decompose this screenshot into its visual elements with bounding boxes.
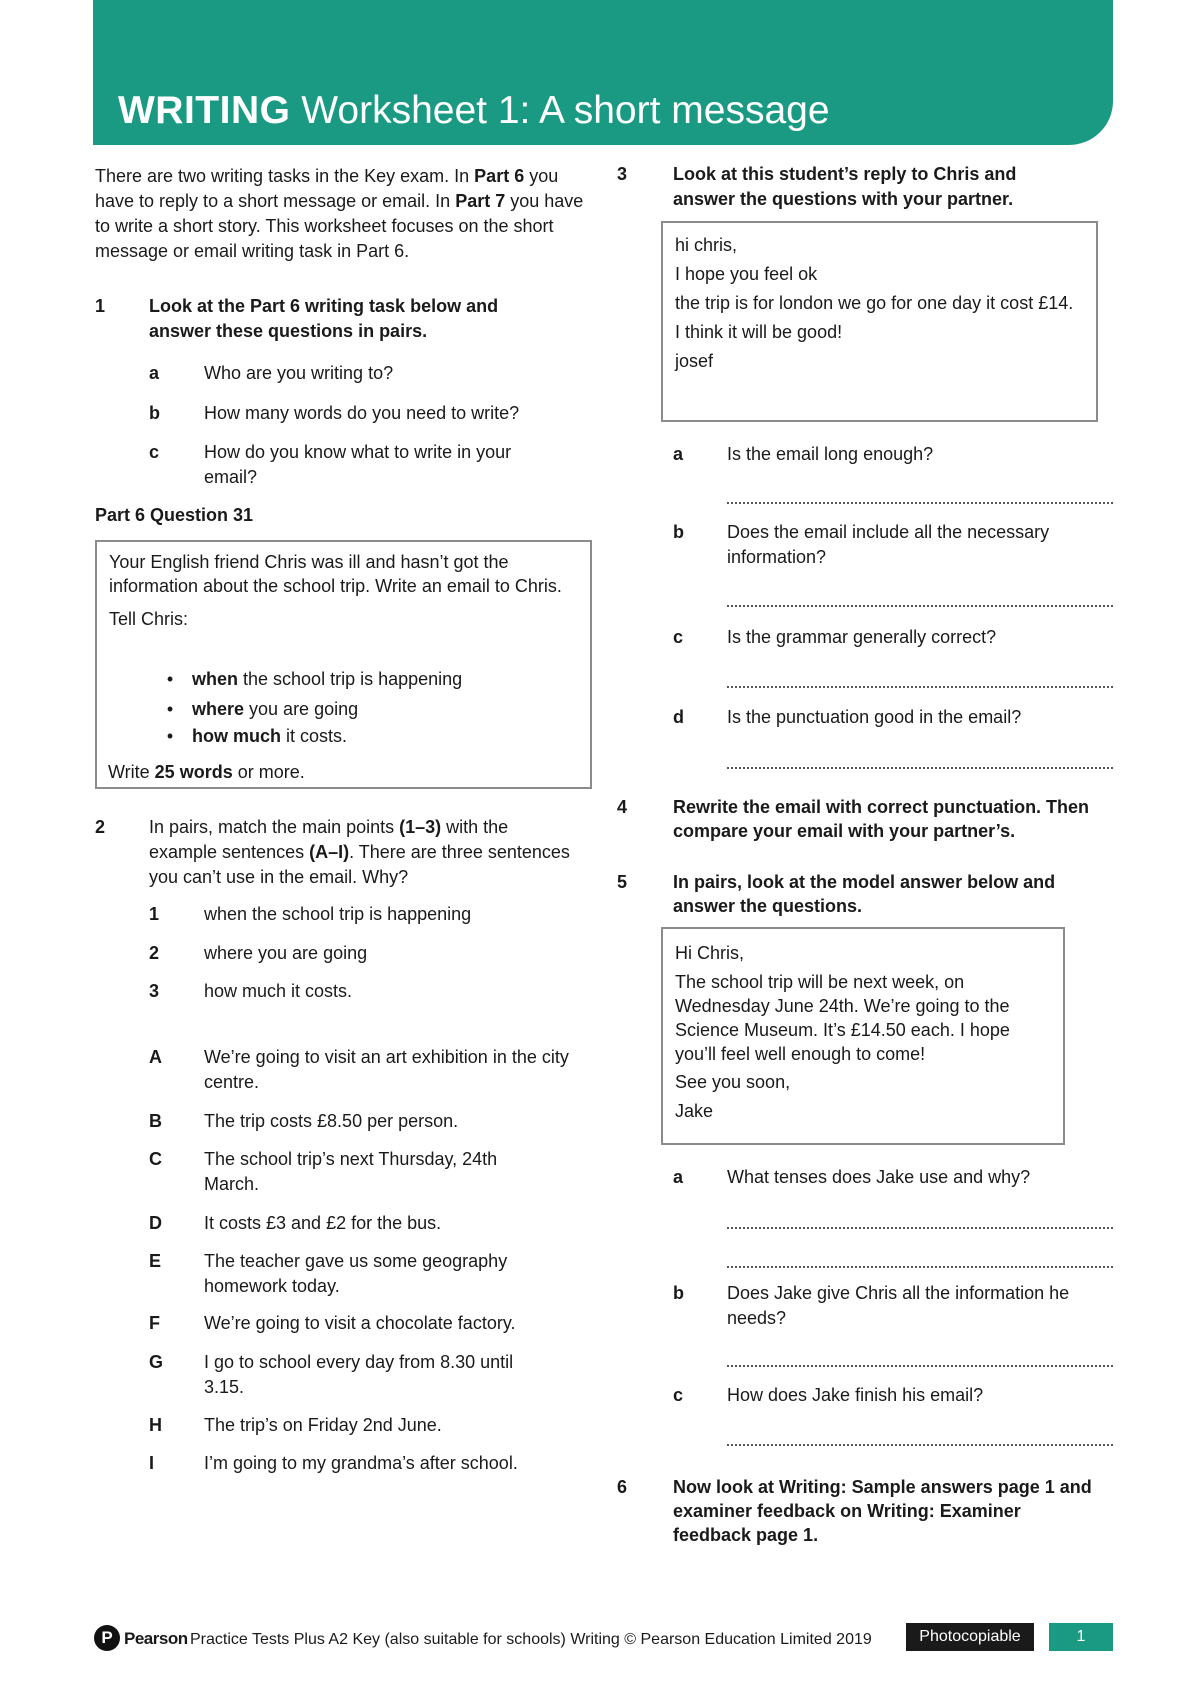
- answer-line[interactable]: [727, 502, 1113, 504]
- student-email-box: [661, 221, 1098, 422]
- q2-sentence-label: H: [149, 1415, 162, 1435]
- q1-item-label: b: [149, 403, 160, 423]
- task-tell: Tell Chris:: [109, 609, 189, 629]
- question-2-text: In pairs, match the main points (1–3) with the example sentences (A–I). There are three sentences you can’t use in the email. Why?: [149, 817, 570, 887]
- q5-item-label: b: [673, 1283, 684, 1303]
- q1-item-text: How do you know what to write in your email?: [204, 442, 512, 487]
- q5-item-label: c: [673, 1385, 684, 1405]
- bullet-icon: •: [166, 669, 174, 689]
- answer-line[interactable]: [727, 605, 1113, 607]
- email-line: hi chris,: [675, 235, 738, 255]
- question-3-text: Look at this student’s reply to Chris and answer the questions with your partner.: [673, 164, 1017, 209]
- question-2-number: 2: [95, 817, 106, 837]
- email-line: See you soon,: [675, 1072, 791, 1092]
- q3-item-label: d: [673, 707, 684, 727]
- q5-item-label: a: [673, 1167, 684, 1187]
- q2-sentence-label: E: [149, 1251, 162, 1271]
- email-line: I hope you feel ok: [675, 264, 818, 284]
- answer-line[interactable]: [727, 767, 1113, 769]
- q3-item-label: a: [673, 444, 684, 464]
- question-1-text: Look at the Part 6 writing task below and answer these questions in pairs.: [149, 296, 499, 341]
- q2-sentence-text: The school trip’s next Thursday, 24th March.: [204, 1149, 498, 1194]
- title-word: WRITING: [118, 89, 291, 132]
- q2-sentence-text: It costs £3 and £2 for the bus.: [204, 1213, 442, 1233]
- pearson-logo-icon: P: [94, 1625, 120, 1651]
- question-3-number: 3: [617, 164, 628, 184]
- question-1-number: 1: [95, 296, 106, 316]
- answer-line[interactable]: [727, 1266, 1113, 1268]
- q3-item-label: c: [673, 627, 684, 647]
- task-intro: Your English friend Chris was ill and hasn’t got the information about the school trip. Write an email to Chris.: [109, 552, 562, 596]
- q2-sentence-label: D: [149, 1213, 162, 1233]
- email-line: The school trip will be next week, on Wednesday June 24th. We’re going to the Science Museum. It’s £14.50 each. I hope you’ll feel well enough to come!: [675, 972, 1010, 1064]
- q2-point-label: 2: [149, 943, 160, 963]
- q5-item-text: How does Jake finish his email?: [727, 1385, 984, 1405]
- q1-item-label: c: [149, 442, 160, 462]
- answer-line[interactable]: [727, 1365, 1113, 1367]
- email-line: I think it will be good!: [675, 322, 843, 342]
- q2-sentence-label: G: [149, 1352, 164, 1372]
- answer-line[interactable]: [727, 1227, 1113, 1229]
- q2-sentence-text: The trip costs £8.50 per person.: [204, 1111, 459, 1131]
- task-bullet: when the school trip is happening: [192, 669, 463, 689]
- email-line: the trip is for london we go for one day it cost £14.: [675, 293, 1074, 313]
- photocopiable-badge: Photocopiable: [906, 1623, 1034, 1651]
- q2-sentence-label: F: [149, 1313, 160, 1333]
- email-line: josef: [675, 351, 714, 371]
- q2-sentence-text: I go to school every day from 8.30 until 3.15.: [204, 1352, 514, 1397]
- q1-item-text: How many words do you need to write?: [204, 403, 520, 423]
- question-6-text: Now look at Writing: Sample answers page 1 and examiner feedback on Writing: Examiner feedback page 1.: [673, 1477, 1092, 1545]
- q5-item-text: What tenses does Jake use and why?: [727, 1167, 1031, 1187]
- q2-sentence-label: I: [149, 1453, 155, 1473]
- q2-sentence-text: The trip’s on Friday 2nd June.: [204, 1415, 442, 1435]
- question-5-text: In pairs, look at the model answer below and answer the questions.: [673, 872, 1056, 916]
- q2-sentence-label: C: [149, 1149, 162, 1169]
- pearson-wordmark: Pearson: [124, 1629, 188, 1648]
- q3-item-label: b: [673, 522, 684, 542]
- q2-sentence-label: B: [149, 1111, 162, 1131]
- model-email-box: [661, 927, 1065, 1145]
- bullet-icon: •: [166, 699, 174, 719]
- q2-point-label: 3: [149, 981, 160, 1001]
- intro-paragraph: There are two writing tasks in the Key exam. In Part 6 you have to reply to a short message or email. In Part 7 you have to write a short story. This worksheet focuses on the short message or email writing task in Part 6.: [95, 166, 584, 261]
- q3-item-text: Does the email include all the necessary information?: [727, 522, 1050, 567]
- q2-point-text: when the school trip is happening: [204, 904, 472, 924]
- q2-point-label: 1: [149, 904, 160, 924]
- answer-line[interactable]: [727, 1444, 1113, 1446]
- email-line: Jake: [675, 1101, 714, 1121]
- q3-item-text: Is the email long enough?: [727, 444, 934, 464]
- footer-copyright: Practice Tests Plus A2 Key (also suitable for schools) Writing © Pearson Education Limited 2019: [190, 1631, 872, 1648]
- q2-point-text: where you are going: [204, 943, 368, 963]
- task-heading: Part 6 Question 31: [95, 505, 254, 525]
- q2-point-text: how much it costs.: [204, 981, 353, 1001]
- bullet-icon: •: [166, 726, 174, 746]
- page-number: 1: [1049, 1623, 1113, 1651]
- task-bullet: where you are going: [192, 699, 359, 719]
- question-6-number: 6: [617, 1477, 628, 1497]
- email-line: Hi Chris,: [675, 943, 745, 963]
- question-4-text: Rewrite the email with correct punctuation. Then compare your email with your partner’s.: [673, 797, 1090, 841]
- page-title: [118, 86, 830, 136]
- question-5-number: 5: [617, 872, 628, 892]
- q5-item-text: Does Jake give Chris all the information he needs?: [727, 1283, 1070, 1328]
- q2-sentence-text: I’m going to my grandma’s after school.: [204, 1453, 518, 1473]
- task-word-count: Write 25 words or more.: [108, 762, 305, 782]
- task-bullet: how much it costs.: [192, 726, 348, 746]
- q2-sentence-text: We’re going to visit an art exhibition in the city centre.: [204, 1047, 569, 1092]
- title-rest: Worksheet 1: A short message: [290, 89, 830, 132]
- q2-sentence-label: A: [149, 1047, 162, 1067]
- question-4-number: 4: [617, 797, 628, 817]
- q1-item-text: Who are you writing to?: [204, 363, 394, 383]
- q3-item-text: Is the grammar generally correct?: [727, 627, 997, 647]
- task-box: [95, 540, 592, 789]
- answer-line[interactable]: [727, 686, 1113, 688]
- q2-sentence-text: We’re going to visit a chocolate factory.: [204, 1313, 516, 1333]
- q3-item-text: Is the punctuation good in the email?: [727, 707, 1022, 727]
- q1-item-label: a: [149, 363, 160, 383]
- q2-sentence-text: The teacher gave us some geography homework today.: [204, 1251, 508, 1296]
